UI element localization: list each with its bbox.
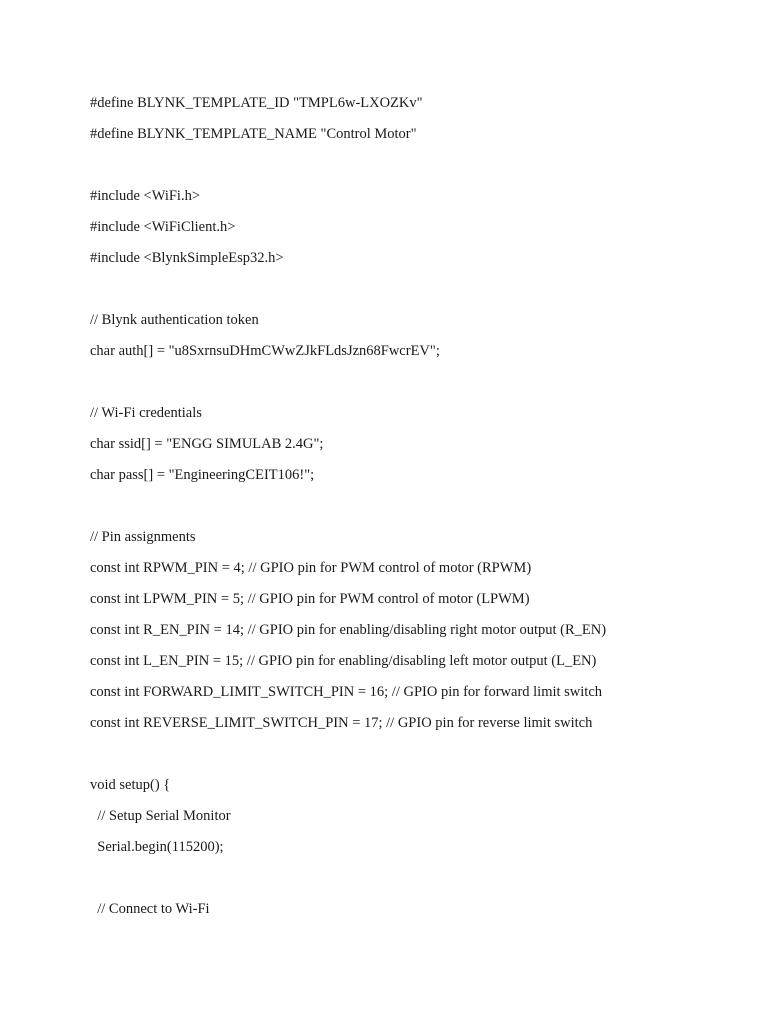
code-line: void setup() { xyxy=(90,777,171,793)
code-line: char ssid[] = "ENGG SIMULAB 2.4G"; xyxy=(90,436,324,452)
code-line: #include <WiFi.h> xyxy=(90,188,201,204)
blank-line xyxy=(90,867,750,898)
code-line: const int RPWM_PIN = 4; // GPIO pin for PWM control of motor (RPWM) xyxy=(90,560,532,576)
code-line: const int FORWARD_LIMIT_SWITCH_PIN = 16; // GPIO pin for forward limit switch xyxy=(90,684,603,700)
code-listing xyxy=(90,92,750,929)
code-comment: // Setup Serial Monitor xyxy=(90,808,231,824)
code-comment: // Pin assignments xyxy=(90,529,196,545)
code-line: Serial.begin(115200); xyxy=(90,839,224,855)
code-line: const int R_EN_PIN = 14; // GPIO pin for enabling/disabling right motor output (R_EN) xyxy=(90,622,607,638)
code-line: const int L_EN_PIN = 15; // GPIO pin for enabling/disabling left motor output (L_EN) xyxy=(90,653,597,669)
blank-line xyxy=(90,154,750,185)
code-line: char auth[] = "u8SxrnsuDHmCWwZJkFLdsJzn68FwcrEV"; xyxy=(90,343,440,359)
code-comment: // Connect to Wi-Fi xyxy=(90,901,210,917)
blank-line xyxy=(90,495,750,526)
blank-line xyxy=(90,371,750,402)
code-line: const int LPWM_PIN = 5; // GPIO pin for PWM control of motor (LPWM) xyxy=(90,591,530,607)
code-line: const int REVERSE_LIMIT_SWITCH_PIN = 17; // GPIO pin for reverse limit switch xyxy=(90,715,593,731)
code-line: #define BLYNK_TEMPLATE_ID "TMPL6w-LXOZKv" xyxy=(90,95,423,111)
code-comment: // Wi-Fi credentials xyxy=(90,405,202,421)
code-line: #include <WiFiClient.h> xyxy=(90,219,236,235)
blank-line xyxy=(90,278,750,309)
code-comment: // Blynk authentication token xyxy=(90,312,259,328)
code-line: #define BLYNK_TEMPLATE_NAME "Control Motor" xyxy=(90,126,417,142)
blank-line xyxy=(90,743,750,774)
code-line: #include <BlynkSimpleEsp32.h> xyxy=(90,250,284,266)
code-line: char pass[] = "EngineeringCEIT106!"; xyxy=(90,467,315,483)
